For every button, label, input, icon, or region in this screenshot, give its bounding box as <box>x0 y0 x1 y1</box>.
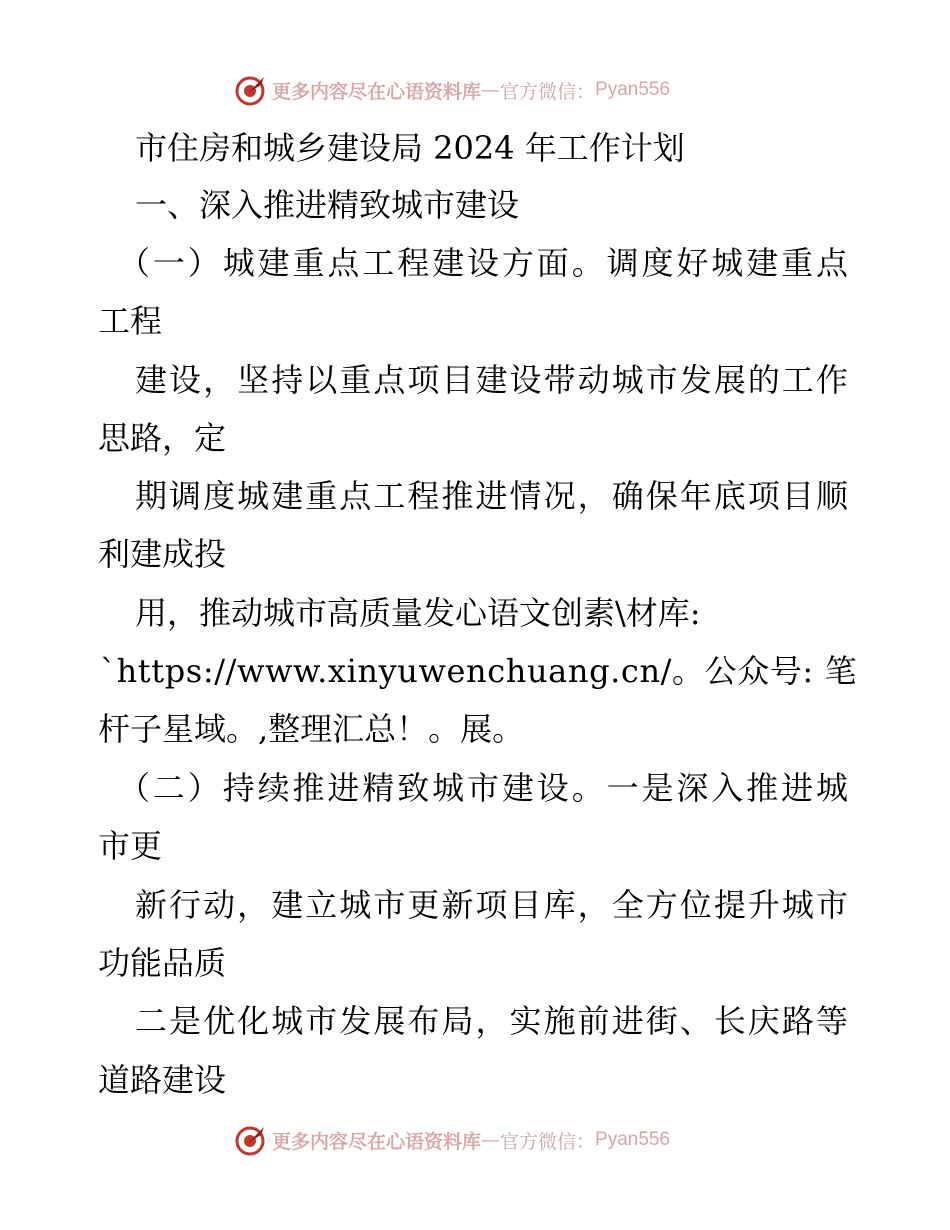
paragraph-line: `https://www.xinyuwenchuang.cn/。公众号: 笔 <box>100 652 858 690</box>
paragraph-line: 工程 <box>98 302 163 340</box>
quill-logo-icon <box>234 73 268 107</box>
quill-logo-icon <box>234 1123 268 1157</box>
watermark-text: 更多内容尽在心语资料库 <box>272 1130 482 1153</box>
section-heading: 一、深入推进精致城市建设 <box>135 186 520 224</box>
footer-watermark <box>0 1120 950 1160</box>
watermark-text: 更多内容尽在心语资料库 <box>272 80 482 103</box>
paragraph-line: 道路建设 <box>98 1061 227 1099</box>
paragraph-line: 新行动，建立城市更新项目库，全方位提升城市 <box>135 886 848 924</box>
paragraph-line: 思路，定 <box>98 419 227 457</box>
document-title: 市住房和城乡建设局 2024 年工作计划 <box>135 129 685 167</box>
paragraph-line: 功能品质 <box>98 944 227 982</box>
paragraph-line: （一）城建重点工程建设方面。调度好城建重点 <box>118 244 848 282</box>
header-watermark <box>0 70 950 110</box>
watermark-row <box>234 70 670 110</box>
paragraph-line: 二是优化城市发展布局，实施前进街、长庆路等 <box>135 1002 848 1040</box>
paragraph-line: 用，推动城市高质量发心语文创素\材库: <box>135 594 701 632</box>
paragraph-line: 期调度城建重点工程推进情况，确保年底项目顺 <box>135 477 848 515</box>
watermark-dash: — <box>481 1129 501 1151</box>
paragraph-line: 建设，坚持以重点项目建设带动城市发展的工作 <box>135 361 848 399</box>
watermark-dash: — <box>481 79 501 101</box>
watermark-wechat-id: Pyan556 <box>595 1129 671 1150</box>
watermark-wechat-label: 官方微信： <box>500 80 596 103</box>
paragraph-line: 杆子星域。,整理汇总！。展。 <box>98 710 525 748</box>
watermark-wechat-id: Pyan556 <box>595 79 671 100</box>
watermark-row <box>234 1120 670 1160</box>
paragraph-line: 市更 <box>98 827 163 865</box>
paragraph-line: 利建成投 <box>98 535 227 573</box>
paragraph-line: （二）持续推进精致城市建设。一是深入推进城 <box>118 769 848 807</box>
watermark-wechat-label: 官方微信： <box>500 1130 596 1153</box>
